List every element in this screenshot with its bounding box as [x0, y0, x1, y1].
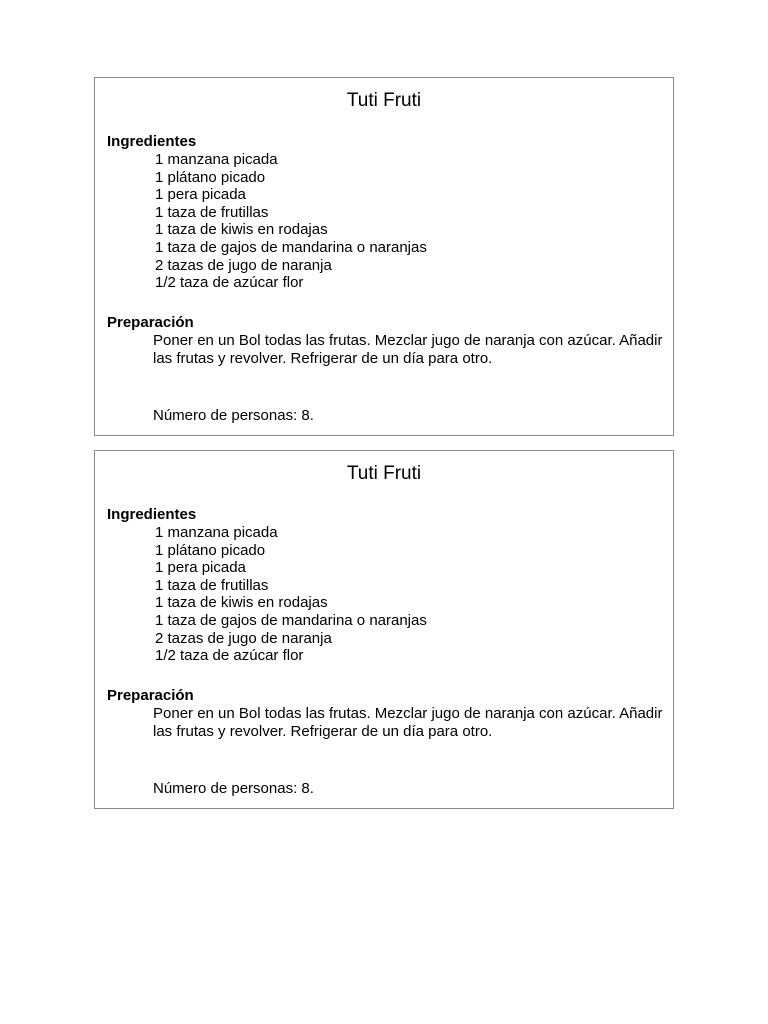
preparation-heading: Preparación [107, 687, 194, 704]
preparation-text: Poner en un Bol todas las frutas. Mezclar jugo de naranja con azúcar. Añadir las frutas y revolver. Refrigerar de un día para otro. [153, 705, 663, 740]
ingredient-item: 1/2 taza de azúcar flor [155, 647, 304, 665]
ingredient-item: 1 plátano picado [155, 541, 266, 559]
ingredients-list [155, 524, 427, 665]
ingredient-item: 1 pera picada [155, 186, 246, 204]
ingredients-heading: Ingredientes [107, 506, 197, 523]
ingredient-item: 1 manzana picada [155, 524, 278, 541]
servings-text: Número de personas: 8. [153, 780, 314, 797]
recipe-card [94, 450, 674, 809]
ingredient-item: 1 taza de gajos de mandarina o naranjas [155, 611, 427, 629]
ingredient-item: 1 pera picada [155, 559, 246, 577]
ingredients-heading: Ingredientes [107, 133, 197, 150]
recipe-title: Tuti Fruti [346, 90, 422, 111]
ingredients-list [155, 151, 427, 292]
ingredient-item: 1 taza de gajos de mandarina o naranjas [155, 238, 427, 256]
preparation-heading: Preparación [107, 314, 194, 331]
ingredient-item: 2 tazas de jugo de naranja [155, 629, 332, 647]
ingredient-item: 1 manzana picada [155, 151, 278, 168]
recipe-card [94, 77, 674, 436]
ingredient-item: 1/2 taza de azúcar flor [155, 274, 304, 292]
ingredient-item: 1 taza de frutillas [155, 576, 269, 594]
ingredient-item: 2 tazas de jugo de naranja [155, 256, 332, 274]
ingredient-item: 1 taza de kiwis en rodajas [155, 594, 328, 612]
servings-text: Número de personas: 8. [153, 407, 314, 424]
ingredient-item: 1 plátano picado [155, 168, 266, 186]
ingredient-item: 1 taza de frutillas [155, 203, 269, 221]
ingredient-item: 1 taza de kiwis en rodajas [155, 221, 328, 239]
recipe-title: Tuti Fruti [346, 463, 422, 484]
preparation-text: Poner en un Bol todas las frutas. Mezclar jugo de naranja con azúcar. Añadir las frutas y revolver. Refrigerar de un día para otro. [153, 332, 663, 367]
